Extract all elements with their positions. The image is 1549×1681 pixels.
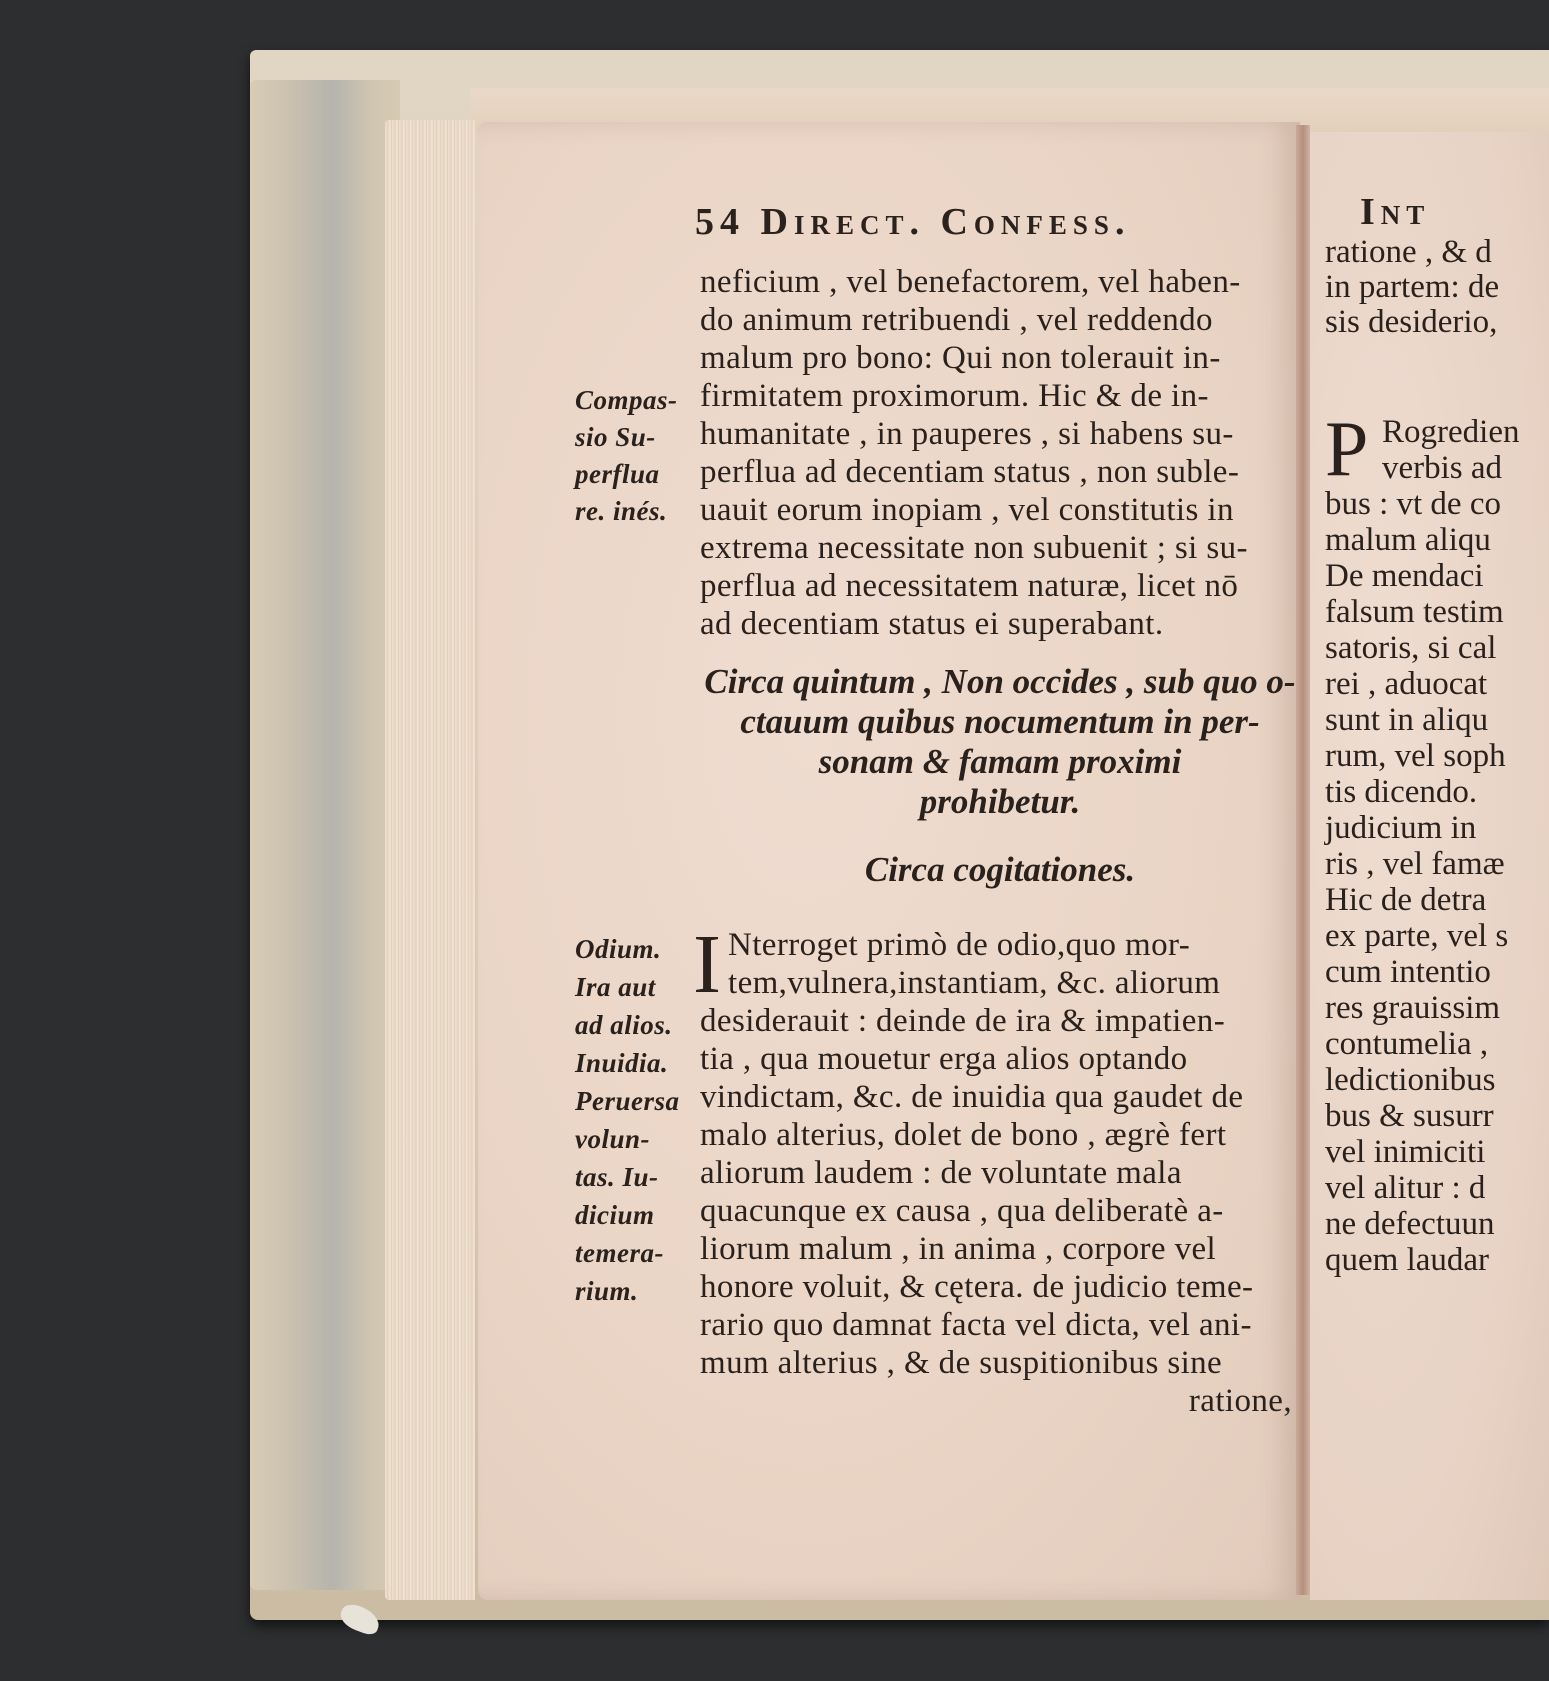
section-heading: sonam & famam proximi [818,742,1182,781]
running-head: 54 Direct. Confess. [695,201,1131,243]
text-line: extrema necessitate non subuenit ; si su- [700,530,1248,566]
text-line: vindictam, &c. de inuidia qua gaudet de [700,1079,1244,1115]
page-fore-edges [385,120,475,1600]
text-line: firmitatem proximorum. Hic & de in- [700,378,1209,414]
text-line: tia , qua mouetur erga alios optando [700,1041,1188,1077]
right-running-head: Int [1360,191,1431,233]
right-line: rum, vel soph [1325,738,1506,774]
margin-note: sio Su- [575,422,656,452]
right-line: ne defectuun [1325,1206,1495,1242]
right-line: contumelia , [1325,1026,1489,1062]
margin-note: Peruersa [575,1086,680,1116]
text-line: rario quo damnat facta vel dicta, vel ani- [700,1307,1252,1343]
margin-note: Inuidia. [575,1048,669,1078]
right-line: vel alitur : d [1325,1170,1486,1206]
right-line: judicium in [1325,810,1477,846]
text-line: liorum malum , in anima , corpore vel [700,1231,1217,1267]
text-line: aliorum laudem : de voluntate mala [700,1155,1182,1191]
text-line: honore voluit, & cętera. de judicio teme- [700,1269,1254,1305]
text-line: malum pro bono: Qui non tolerauit in- [700,340,1221,376]
text-line: desiderauit : deinde de ira & impatien- [700,1003,1226,1039]
margin-note: ad alios. [575,1010,673,1040]
right-line: verbis ad [1382,450,1503,486]
right-dropcap: P [1325,405,1369,492]
text-line: ad decentiam status ei superabant. [700,606,1164,642]
right-line: De mendaci [1325,558,1484,594]
text-line: do animum retribuendi , vel reddendo [700,302,1213,338]
text-line: neficium , vel benefactorem, vel haben- [700,264,1241,300]
right-line: sis desiderio, [1325,304,1498,340]
right-line: bus & susurr [1325,1098,1494,1134]
right-line: cum intentio [1325,954,1491,990]
drop-cap: I [693,918,721,1011]
margin-note: tas. Iu- [575,1162,659,1192]
right-line: tis dicendo. [1325,774,1478,810]
text-line: perflua ad decentiam status , non suble- [700,454,1240,490]
right-line: Rogredien [1382,414,1520,450]
right-line: ex parte, vel s [1325,918,1509,954]
section-heading: Circa quintum , Non occides , sub quo o- [704,662,1296,701]
right-line: falsum testim [1325,594,1504,630]
margin-note: Compas- [575,385,678,415]
text-line: tem,vulnera,instantiam, &c. aliorum [728,965,1221,1001]
right-line: res grauissim [1325,990,1501,1026]
right-line: sunt in aliqu [1325,702,1489,738]
right-line: bus : vt de co [1325,486,1501,522]
section-heading: prohibetur. [919,782,1081,821]
text-line: uauit eorum inopiam , vel constitutis in [700,492,1234,528]
right-line: rei , aduocat [1325,666,1488,702]
right-line: malum aliqu [1325,522,1491,558]
text-line: Nterroget primò de odio,quo mor- [728,927,1191,963]
margin-note: dicium [575,1200,655,1230]
text-line: mum alterius , & de suspitionibus sine [700,1345,1223,1381]
right-line: quem laudar [1325,1242,1490,1278]
right-line: in partem: de [1325,269,1500,305]
margin-note: rium. [575,1276,639,1306]
margin-note: temera- [575,1238,664,1268]
text-line: malo alterius, dolet de bono , ægrè fert [700,1117,1227,1153]
right-line: vel inimiciti [1325,1134,1486,1170]
margin-note: perflua [575,459,660,489]
margin-note: volun- [575,1124,651,1154]
right-line: ledictionibus [1325,1062,1496,1098]
margin-note: re. inés. [575,496,668,526]
right-line: ratione , & d [1325,234,1492,270]
right-line: Hic de detra [1325,882,1487,918]
text-line: humanitate , in pauperes , si habens su- [700,416,1234,452]
right-line: satoris, si cal [1325,630,1497,666]
book-spine-edge [250,80,400,1590]
text-line: quacunque ex causa , qua deliberatè a- [700,1193,1224,1229]
margin-note: Odium. [575,934,662,964]
catchword: ratione, [1188,1383,1292,1419]
right-page [1310,132,1549,1600]
right-line: ris , vel famæ [1325,846,1505,882]
margin-note: Ira aut [575,972,656,1002]
section-heading: ctauum quibus nocumentum in per- [740,702,1260,741]
text-line: perflua ad necessitatem naturæ, licet nō [700,568,1239,604]
subheading: Circa cogitationes. [864,850,1136,889]
